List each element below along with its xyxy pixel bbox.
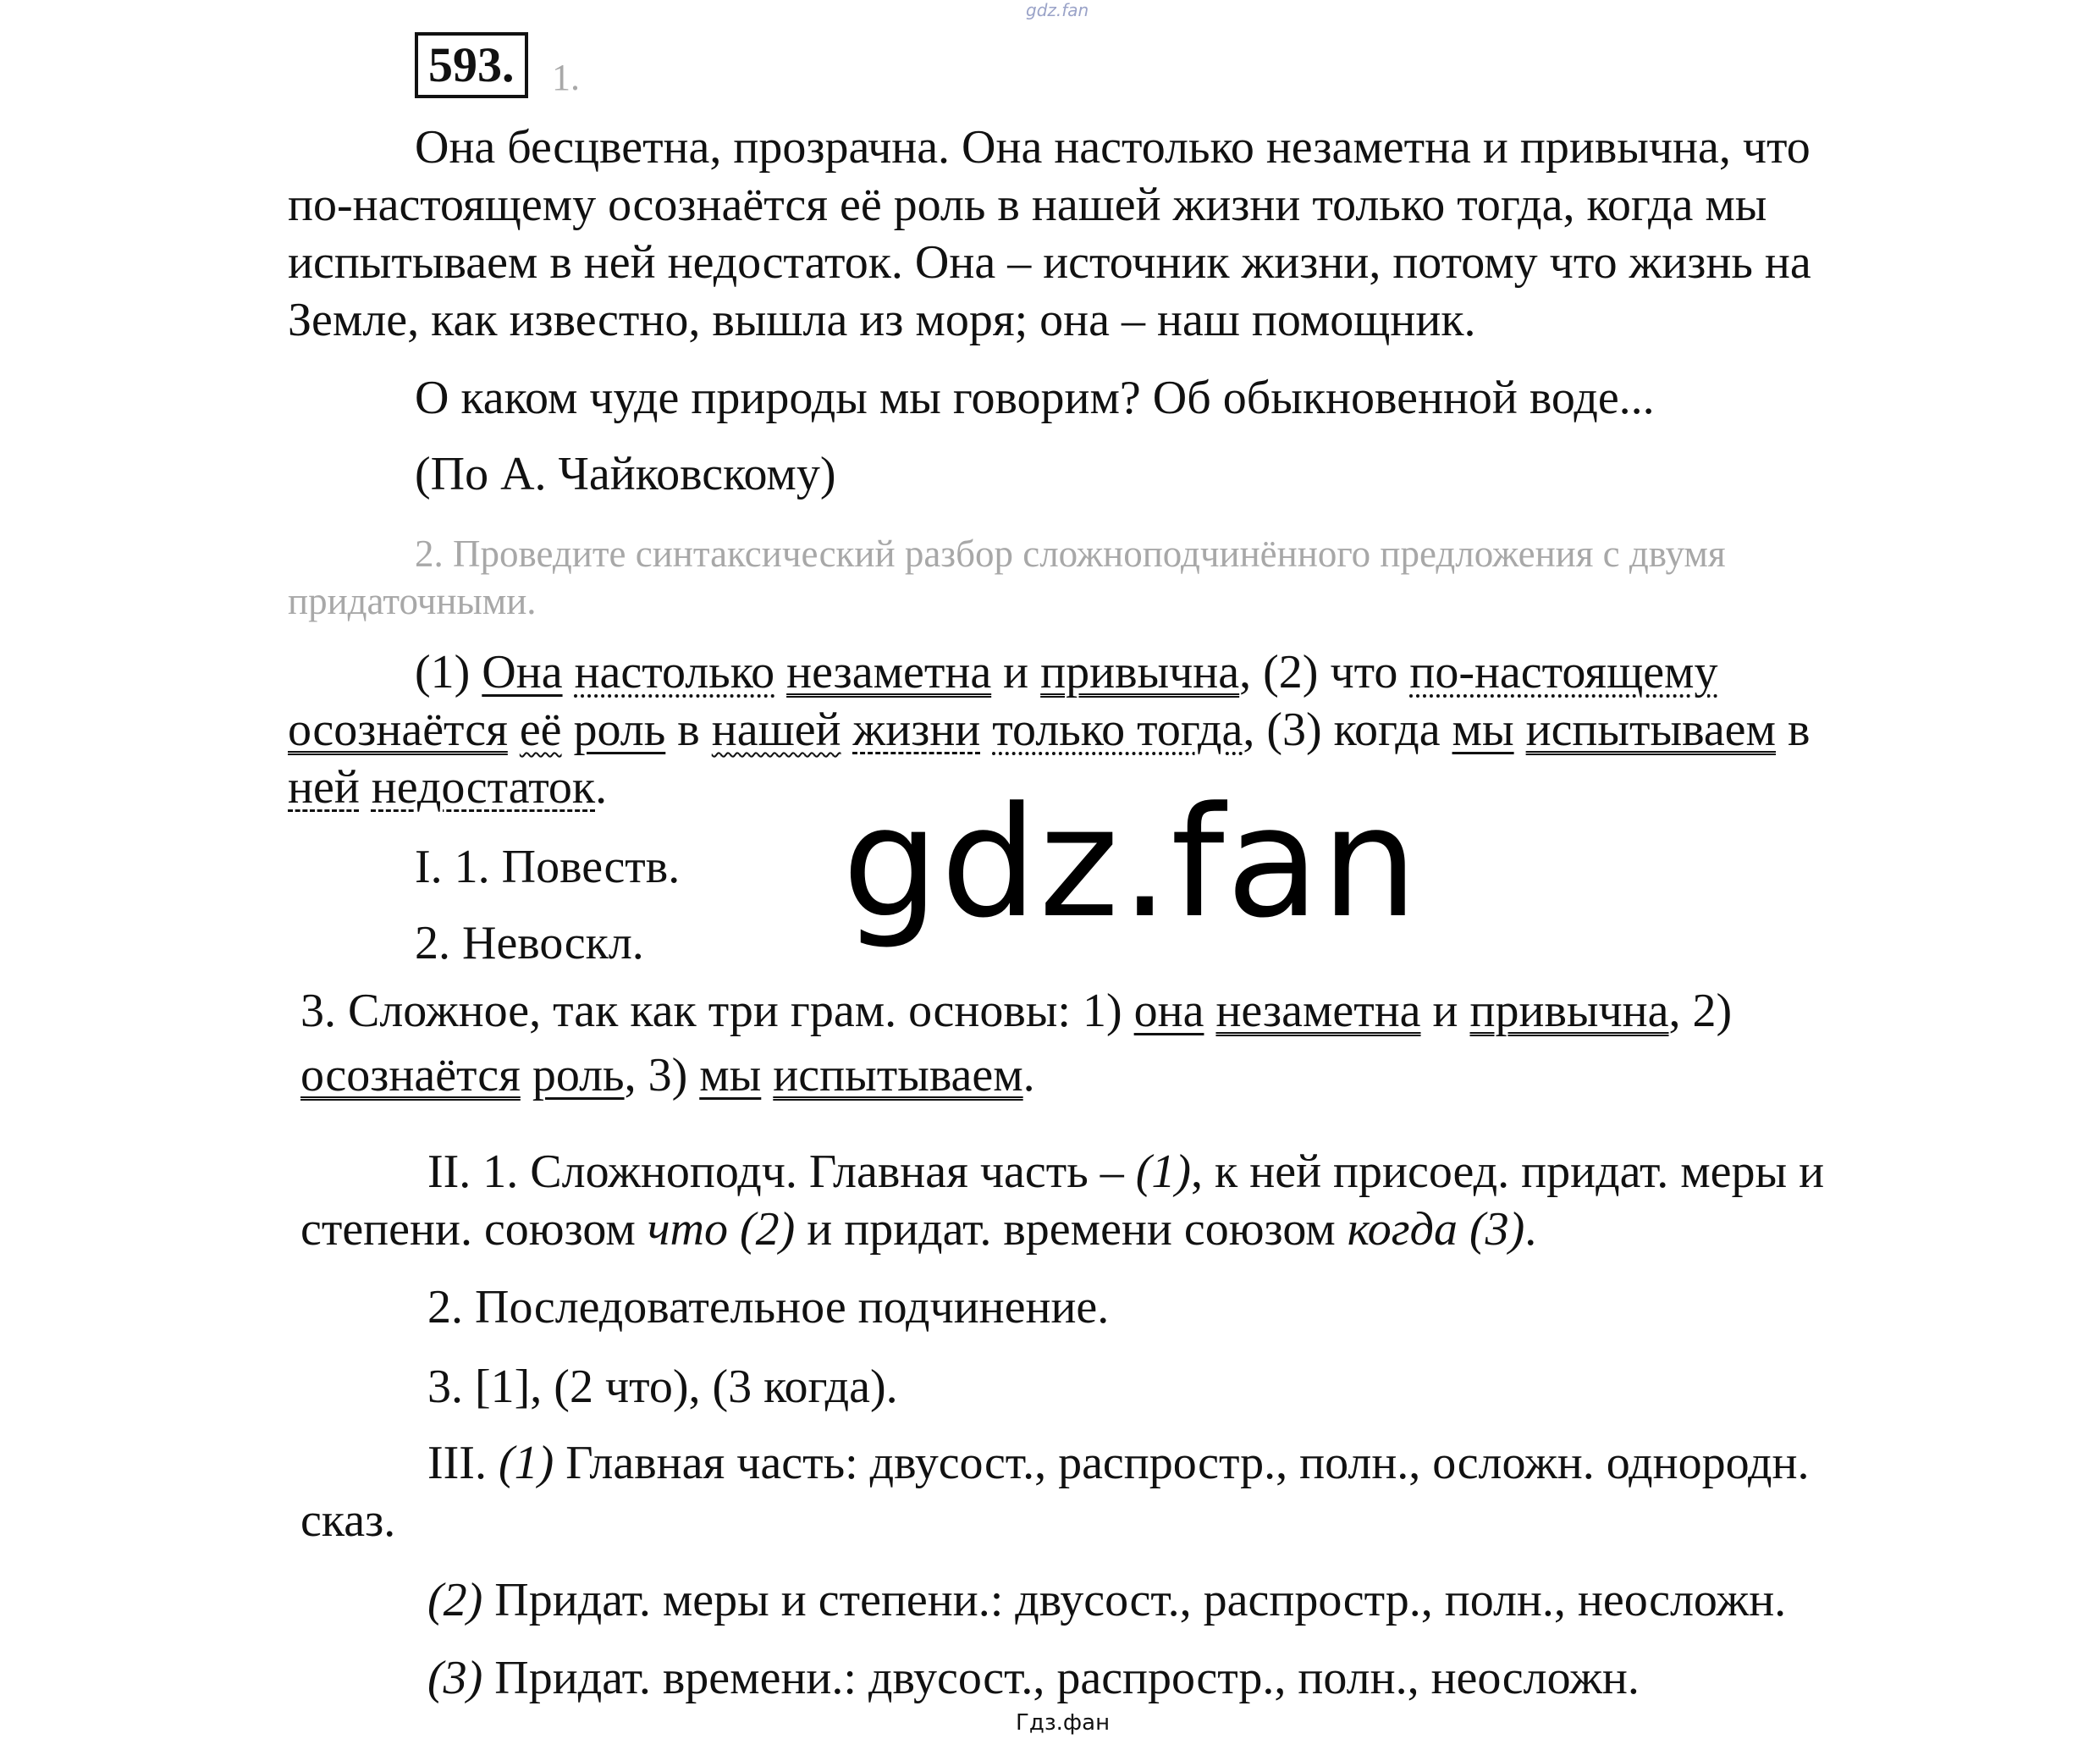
predicate-word: осознаётся [300, 1049, 521, 1101]
analysis-ii1-line-1 [427, 1143, 1824, 1201]
clause-ref: что (2) [647, 1203, 796, 1256]
watermark: gdz.fan [842, 775, 1419, 952]
analysis-i2: 2. Невоскл. [415, 917, 644, 969]
conjunction-word: и [1432, 985, 1458, 1037]
analysis-ii1-line-2 [300, 1201, 1536, 1258]
clause-ref: (1) [1135, 1146, 1192, 1198]
predicate-word: осознаётся [288, 704, 508, 756]
text-line-3: испытываем в ней недостаток. Она – источник жизни, потому что жизнь на [288, 236, 1811, 289]
analysis-iii-line-2: сказ. [300, 1494, 396, 1547]
adverbial-word: только тогда [992, 704, 1243, 756]
analysis-i3-line-2 [300, 1046, 1035, 1104]
parse-line-3 [288, 759, 607, 816]
analysis-iii-line-1 [427, 1434, 1809, 1492]
analysis-ii2: 2. Последовательное подчинение. [427, 1281, 1110, 1333]
analysis-i3-line-1 [300, 982, 1732, 1040]
analysis-ii1-text: степени. союзом [300, 1203, 636, 1256]
predicate-word: незаметна [1215, 985, 1421, 1037]
analysis-iii-text: Придат. времени.: двусост., распростр., полн., неосложн. [494, 1652, 1640, 1704]
clause-marker: (1) [415, 646, 471, 698]
analysis-iii-text: Главная часть: двусост., распростр., полн., осложн. однородн. [565, 1437, 1810, 1489]
text-question: О каком чуде природы мы говорим? Об обыкновенной воде... [415, 372, 1655, 424]
clause-ref: (3) [427, 1652, 483, 1704]
subject-word: роль [573, 704, 666, 756]
subject-word: роль [532, 1049, 625, 1101]
analysis-iii-label: III. [427, 1437, 487, 1489]
analysis-iii-clause-2 [427, 1571, 1786, 1629]
clause-connector: , (3) когда [1243, 704, 1441, 756]
analysis-ii3: 3. [1], (2 что), (3 когда). [427, 1361, 898, 1413]
text-line-2: по-настоящему осознаётся её роль в нашей жизни только тогда, когда мы [288, 179, 1767, 231]
sentence-end: . [1022, 1049, 1035, 1101]
clause-ref: когда (3) [1347, 1203, 1525, 1256]
adverbial-word: настолько [574, 646, 775, 698]
top-watermark: gdz.fan [1026, 0, 1089, 20]
parse-line-2 [288, 701, 1810, 759]
analysis-iii-text: Придат. меры и степени.: двусост., распростр., полн., неосложн. [494, 1574, 1787, 1626]
predicate-word: привычна [1040, 646, 1240, 698]
subject-word: мы [699, 1049, 762, 1101]
analysis-i1: I. 1. Повеств. [415, 841, 681, 893]
analysis-iii-clause-3 [427, 1649, 1640, 1707]
separator: , 3) [624, 1049, 688, 1101]
analysis-ii1-text: II. 1. Сложноподч. Главная часть – [427, 1146, 1124, 1198]
predicate-word: испытываем [1525, 704, 1776, 756]
predicate-word: привычна [1469, 985, 1669, 1037]
preposition-word: в [1787, 704, 1811, 756]
text-source: (По А. Чайковскому) [415, 448, 836, 500]
clause-connector: , (2) что [1239, 646, 1398, 698]
text-line-1: Она бесцветна, прозрачна. Она настолько незаметна и привычна, что [415, 121, 1811, 174]
preposition-word: в [677, 704, 700, 756]
task2-line-2: придаточными. [288, 580, 537, 622]
separator: , 2) [1668, 985, 1733, 1037]
clause-ref: (1) [498, 1437, 554, 1489]
part-one-label: 1. [552, 57, 580, 98]
clause-ref: (2) [427, 1574, 483, 1626]
subject-word: мы [1452, 704, 1514, 756]
analysis-ii1-text: , к ней присоед. придат. меры и [1191, 1146, 1825, 1198]
predicate-word: испытываем [773, 1049, 1023, 1101]
task2-line-1: 2. Проведите синтаксический разбор сложноподчинённого предложения с двумя [415, 533, 1726, 575]
text-line-4: Земле, как известно, вышла из моря; она – наш помощник. [288, 294, 1476, 346]
analysis-i3-intro: 3. Сложное, так как три грам. основы: 1) [300, 985, 1122, 1037]
attribute-word: её [519, 704, 562, 756]
parse-line-1 [415, 643, 1717, 701]
subject-word: она [1133, 985, 1204, 1037]
predicate-word: незаметна [786, 646, 992, 698]
subject-word: Она [482, 646, 563, 698]
sentence-end: . [595, 761, 608, 814]
adverbial-word: по-настоящему [1409, 646, 1718, 698]
exercise-number: 593. [415, 32, 528, 98]
attribute-word: нашей [711, 704, 841, 756]
analysis-ii1-text: и придат. времени союзом [807, 1203, 1336, 1256]
object-word: ней [288, 761, 360, 814]
sentence-end: . [1524, 1203, 1537, 1256]
object-word: недостаток [371, 761, 596, 814]
conjunction-word: и [1003, 646, 1029, 698]
footer-watermark: Гдз.фан [1016, 1710, 1111, 1736]
object-word: жизни [852, 704, 981, 756]
